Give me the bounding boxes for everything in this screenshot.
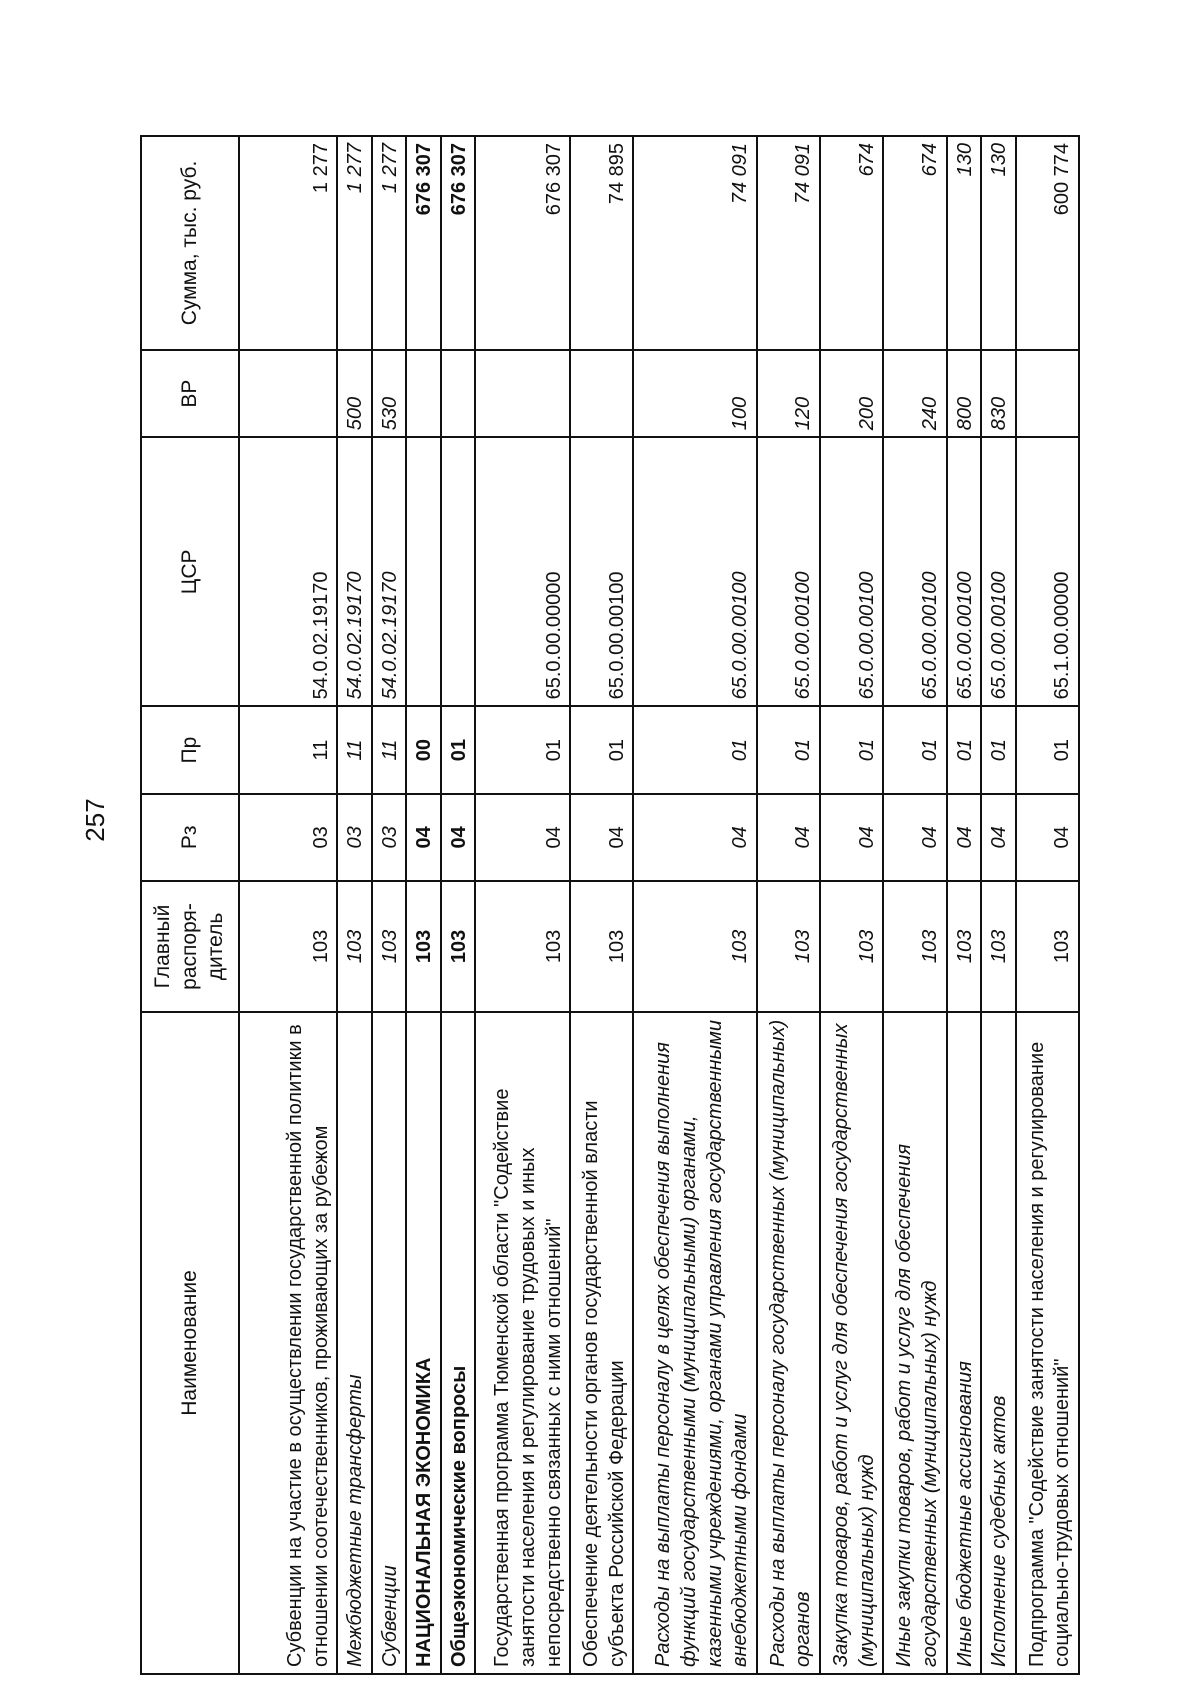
cell-name: Иные закупки товаров, работ и услуг для обеспечения государственных (муниципальных) нужд	[883, 1012, 946, 1674]
cell-name: Исполнение судебных актов	[981, 1012, 1015, 1674]
table-row	[475, 136, 570, 1674]
table-row	[633, 136, 756, 1674]
table-row	[820, 136, 883, 1674]
cell-section: 04	[633, 794, 756, 881]
cell-target-article: 65.0.00.00100	[757, 437, 820, 706]
table-row	[337, 136, 371, 1674]
table-row	[239, 136, 337, 1674]
cell-amount: 1 277	[337, 136, 371, 350]
cell-name: Субвенции на участие в осуществлении государственной политики в отношении соотечественников, проживающих за рубежом	[239, 1012, 337, 1674]
cell-amount: 676 307	[406, 136, 440, 350]
cell-section: 04	[441, 794, 475, 881]
cell-amount: 74 895	[570, 136, 633, 350]
cell-target-article	[441, 437, 475, 706]
cell-section: 04	[570, 794, 633, 881]
cell-main-administrator: 103	[475, 881, 570, 1012]
cell-main-administrator: 103	[757, 881, 820, 1012]
cell-section: 03	[372, 794, 406, 881]
cell-amount: 74 091	[757, 136, 820, 350]
header-main-administrator: Главный распоря-дитель	[141, 881, 239, 1012]
cell-subsection: 01	[475, 706, 570, 793]
cell-main-administrator: 103	[406, 881, 440, 1012]
cell-subsection: 01	[981, 706, 1015, 793]
cell-expense-type: 830	[981, 350, 1015, 437]
cell-subsection: 01	[1016, 706, 1079, 793]
cell-name: Расходы на выплаты персоналу в целях обеспечения выполнения функций государственными (муниципальными) органами, казенными учреждениями, органами управления государственными внебюджетными фондами	[633, 1012, 756, 1674]
cell-target-article: 65.1.00.00000	[1016, 437, 1079, 706]
header-target-article: ЦСР	[141, 437, 239, 706]
cell-expense-type	[475, 350, 570, 437]
cell-subsection: 01	[633, 706, 756, 793]
cell-main-administrator: 103	[337, 881, 371, 1012]
cell-expense-type	[441, 350, 475, 437]
cell-section: 04	[1016, 794, 1079, 881]
table-body	[239, 136, 1079, 1674]
cell-name: Межбюджетные трансферты	[337, 1012, 371, 1674]
cell-main-administrator: 103	[883, 881, 946, 1012]
table-row	[570, 136, 633, 1674]
cell-section: 04	[475, 794, 570, 881]
cell-expense-type: 500	[337, 350, 371, 437]
cell-section: 04	[883, 794, 946, 881]
cell-name: Закупка товаров, работ и услуг для обеспечения государственных (муниципальных) нужд	[820, 1012, 883, 1674]
budget-table	[140, 135, 1080, 1675]
cell-target-article: 54.0.02.19170	[337, 437, 371, 706]
cell-name: Подпрограмма "Содействие занятости населения и регулирование социально-трудовых отношений"	[1016, 1012, 1079, 1674]
cell-name: Общеэкономические вопросы	[441, 1012, 475, 1674]
cell-amount: 74 091	[633, 136, 756, 350]
cell-main-administrator: 103	[570, 881, 633, 1012]
cell-subsection: 11	[337, 706, 371, 793]
cell-name: Расходы на выплаты персоналу государственных (муниципальных) органов	[757, 1012, 820, 1674]
cell-main-administrator: 103	[633, 881, 756, 1012]
cell-amount: 600 774	[1016, 136, 1079, 350]
cell-name: Субвенции	[372, 1012, 406, 1674]
cell-section: 03	[337, 794, 371, 881]
cell-target-article: 65.0.00.00100	[883, 437, 946, 706]
cell-subsection: 11	[239, 706, 337, 793]
header-subsection: Пр	[141, 706, 239, 793]
cell-target-article: 54.0.02.19170	[372, 437, 406, 706]
cell-amount: 674	[820, 136, 883, 350]
table-row	[757, 136, 820, 1674]
cell-expense-type: 530	[372, 350, 406, 437]
header-section: Рз	[141, 794, 239, 881]
cell-target-article: 65.0.00.00100	[633, 437, 756, 706]
cell-section: 04	[947, 794, 981, 881]
header-name: Наименование	[141, 1012, 239, 1674]
cell-section: 04	[406, 794, 440, 881]
cell-target-article	[406, 437, 440, 706]
table-header	[141, 136, 239, 1674]
cell-target-article: 65.0.00.00000	[475, 437, 570, 706]
cell-target-article: 54.0.02.19170	[239, 437, 337, 706]
cell-main-administrator: 103	[372, 881, 406, 1012]
header-amount: Сумма, тыс. руб.	[141, 136, 239, 350]
header-expense-type: ВР	[141, 350, 239, 437]
cell-expense-type: 800	[947, 350, 981, 437]
cell-expense-type: 200	[820, 350, 883, 437]
cell-target-article: 65.0.00.00100	[570, 437, 633, 706]
table-row	[406, 136, 440, 1674]
cell-main-administrator: 103	[820, 881, 883, 1012]
cell-expense-type	[239, 350, 337, 437]
cell-main-administrator: 103	[981, 881, 1015, 1012]
cell-subsection: 01	[947, 706, 981, 793]
cell-amount: 130	[947, 136, 981, 350]
cell-expense-type	[1016, 350, 1079, 437]
cell-amount: 676 307	[441, 136, 475, 350]
cell-expense-type	[406, 350, 440, 437]
cell-expense-type	[570, 350, 633, 437]
cell-amount: 130	[981, 136, 1015, 350]
cell-name: Обеспечение деятельности органов государственной власти субъекта Российской Федерации	[570, 1012, 633, 1674]
cell-name: Государственная программа Тюменской области "Содействие занятости населения и регулирование трудовых и иных непосредственно связанных с ними отношений"	[475, 1012, 570, 1674]
table-row	[981, 136, 1015, 1674]
cell-amount: 1 277	[239, 136, 337, 350]
cell-expense-type: 240	[883, 350, 946, 437]
table-row	[441, 136, 475, 1674]
table-row	[883, 136, 946, 1674]
cell-expense-type: 120	[757, 350, 820, 437]
table-row	[1016, 136, 1079, 1674]
cell-section: 03	[239, 794, 337, 881]
cell-name: НАЦИОНАЛЬНАЯ ЭКОНОМИКА	[406, 1012, 440, 1674]
table-row	[372, 136, 406, 1674]
table-row	[947, 136, 981, 1674]
cell-subsection: 01	[570, 706, 633, 793]
cell-main-administrator: 103	[441, 881, 475, 1012]
cell-amount: 1 277	[372, 136, 406, 350]
cell-target-article: 65.0.00.00100	[981, 437, 1015, 706]
cell-main-administrator: 103	[239, 881, 337, 1012]
cell-main-administrator: 103	[947, 881, 981, 1012]
cell-section: 04	[757, 794, 820, 881]
cell-section: 04	[820, 794, 883, 881]
page-number: 257	[79, 798, 110, 842]
cell-subsection: 01	[757, 706, 820, 793]
cell-section: 04	[981, 794, 1015, 881]
cell-amount: 674	[883, 136, 946, 350]
cell-amount: 676 307	[475, 136, 570, 350]
cell-subsection: 11	[372, 706, 406, 793]
budget-table-container	[140, 135, 1080, 1675]
cell-subsection: 01	[883, 706, 946, 793]
cell-main-administrator: 103	[1016, 881, 1079, 1012]
cell-expense-type: 100	[633, 350, 756, 437]
cell-name: Иные бюджетные ассигнования	[947, 1012, 981, 1674]
cell-subsection: 01	[820, 706, 883, 793]
cell-subsection: 00	[406, 706, 440, 793]
cell-subsection: 01	[441, 706, 475, 793]
cell-target-article: 65.0.00.00100	[820, 437, 883, 706]
cell-target-article: 65.0.00.00100	[947, 437, 981, 706]
